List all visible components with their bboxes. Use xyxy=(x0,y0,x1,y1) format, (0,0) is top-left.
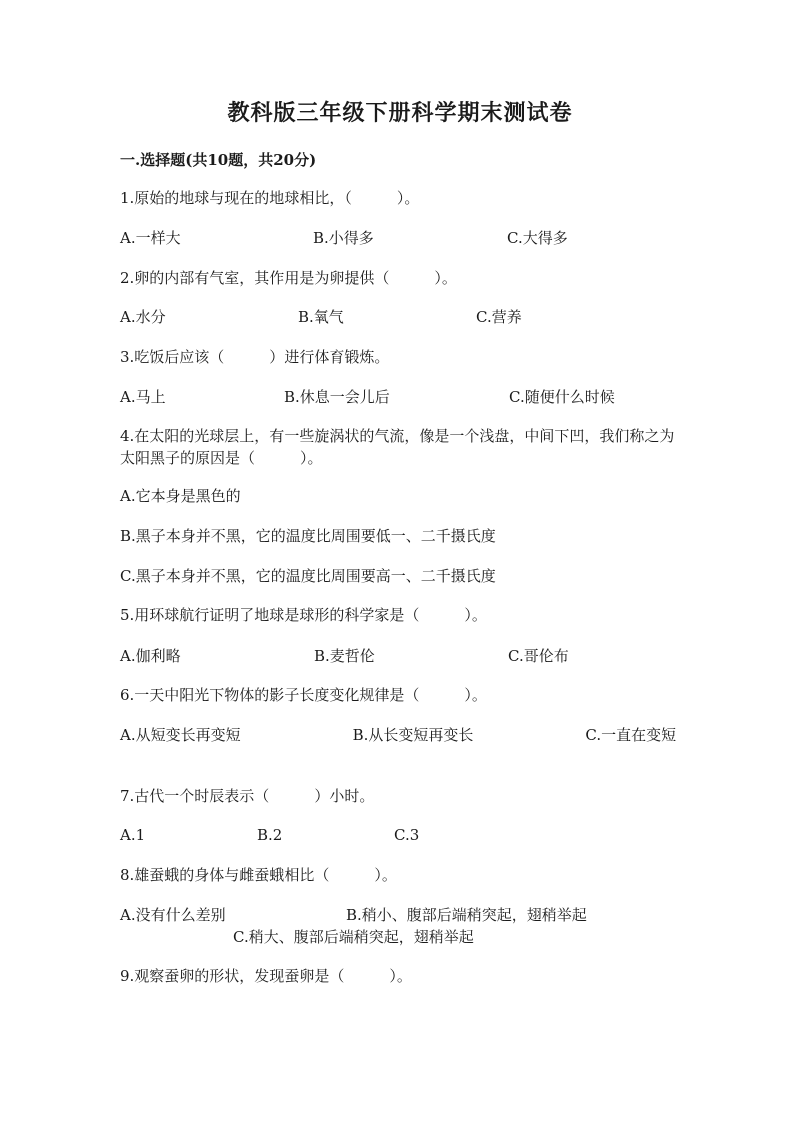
question-6-options xyxy=(120,724,680,746)
question-2-option-a: A.水分 xyxy=(120,308,166,326)
question-2-option-b: B.氧气 xyxy=(298,308,344,326)
section-heading: 一.选择题(共10题，共20分) xyxy=(120,151,317,169)
question-9-stem: 9.观察蚕卵的形状，发现蚕卵是（ ）。 xyxy=(120,967,412,985)
question-1-option-c: C.大得多 xyxy=(507,229,568,247)
question-4-option-a: A.它本身是黑色的 xyxy=(120,487,241,505)
question-4-option-c: C.黑子本身并不黑，它的温度比周围要高一、二千摄氏度 xyxy=(120,567,496,585)
question-4-stem: 4.在太阳的光球层上，有一些旋涡状的气流，像是一个浅盘，中间下凹，我们称之为太阳黑子的原因是（ ）。 xyxy=(120,427,675,467)
question-4-option-b: B.黑子本身并不黑，它的温度比周围要低一、二千摄氏度 xyxy=(120,527,496,545)
question-2-option-c: C.营养 xyxy=(476,308,522,326)
question-6-option-a: A.从短变长再变短 xyxy=(120,726,241,744)
exam-title: 教科版三年级下册科学期末测试卷 xyxy=(227,100,573,126)
question-7-stem: 7.古代一个时辰表示（ ）小时。 xyxy=(120,787,375,805)
question-5-option-a: A.伽利略 xyxy=(120,647,181,665)
question-7-option-b: B.2 xyxy=(257,826,283,844)
question-6-stem: 6.一天中阳光下物体的影子长度变化规律是（ ）。 xyxy=(120,686,487,704)
question-8-option-c: C.稍大、腹部后端稍突起，翅稍举起 xyxy=(233,928,474,946)
question-3-option-c: C.随便什么时候 xyxy=(509,388,615,406)
question-7-option-c: C.3 xyxy=(394,826,420,844)
question-1-option-b: B.小得多 xyxy=(313,229,374,247)
question-6-option-b: B.从长变短再变长 xyxy=(352,726,474,744)
question-8-stem: 8.雄蚕蛾的身体与雌蚕蛾相比（ ）。 xyxy=(120,866,397,884)
question-8-option-b: B.稍小、腹部后端稍突起，翅稍举起 xyxy=(346,906,587,924)
question-8-option-a: A.没有什么差别 xyxy=(120,906,226,924)
question-5-option-b: B.麦哲伦 xyxy=(314,647,375,665)
question-1-stem: 1.原始的地球与现在的地球相比，（ ）。 xyxy=(120,189,420,207)
question-6-option-c: C.一直在变短 xyxy=(585,726,677,744)
question-2-stem: 2.卵的内部有气室，其作用是为卵提供（ ）。 xyxy=(120,269,457,287)
question-1-option-a: A.一样大 xyxy=(120,229,181,247)
question-5-stem: 5.用环球航行证明了地球是球形的科学家是（ ）。 xyxy=(120,606,487,624)
question-3-option-a: A.马上 xyxy=(120,388,166,406)
question-3-option-b: B.休息一会儿后 xyxy=(284,388,390,406)
question-7-option-a: A.1 xyxy=(120,826,146,844)
question-5-option-c: C.哥伦布 xyxy=(508,647,569,665)
question-3-stem: 3.吃饭后应该（ ）进行体育锻炼。 xyxy=(120,348,390,366)
